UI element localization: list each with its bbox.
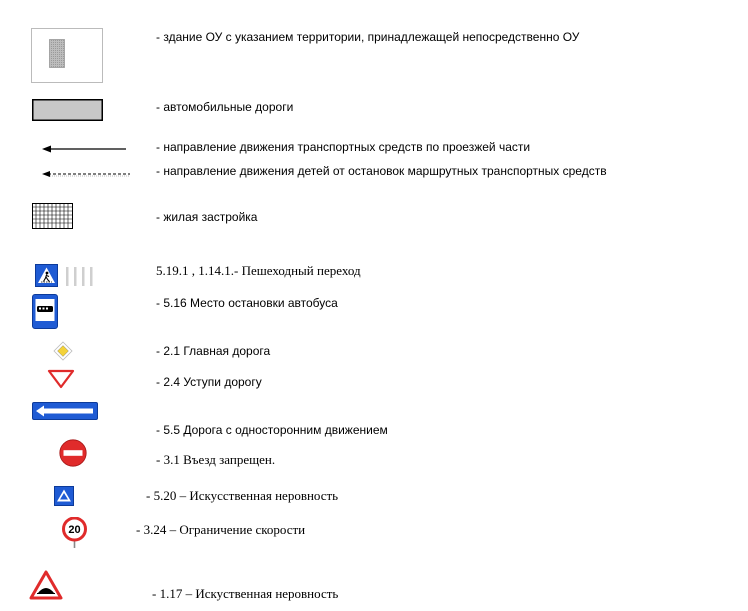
- legend-label-vehicle-direction: - направление движения транспортных средств по проезжей части: [156, 140, 531, 154]
- legend-label-road: - автомобильные дороги: [156, 100, 294, 114]
- no-entry-sign-icon: [59, 439, 87, 467]
- legend-label-speed-limit: - 3.24 – Ограничение скорости: [136, 522, 306, 537]
- legend-label-yield: - 2.4 Уступи дорогу: [156, 375, 262, 389]
- legend-label-speed-bump-warning: - 1.17 – Искуственная неровность: [152, 586, 339, 601]
- legend-label-no-entry: - 3.1 Въезд запрещен.: [156, 452, 276, 467]
- children-direction-arrow-icon: [40, 169, 132, 179]
- legend-label-pedestrian-crossing: 5.19.1 , 1.14.1.- Пешеходный переход: [156, 263, 361, 278]
- speed-limit-value: 20: [68, 524, 81, 536]
- legend-label-residential: - жилая застройка: [156, 210, 258, 224]
- road-icon: [32, 99, 103, 121]
- speed-bump-sign-icon: [54, 486, 74, 506]
- legend-label-main-road: - 2.1 Главная дорога: [156, 344, 271, 358]
- yield-sign-icon: [47, 369, 75, 389]
- legend-label-school: - здание ОУ с указанием территории, принадлежащей непосредственно ОУ: [156, 30, 580, 44]
- legend-label-one-way: - 5.5 Дорога с односторонним движением: [156, 423, 388, 437]
- main-road-sign-icon: [53, 341, 73, 361]
- legend-label-speed-bump: - 5.20 – Искусственная неровность: [146, 488, 339, 503]
- one-way-road-sign-icon: [32, 402, 98, 420]
- speed-bump-warning-sign-icon: [29, 570, 63, 600]
- vehicle-direction-arrow-icon: [40, 144, 128, 154]
- legend-label-bus-stop: - 5.16 Место остановки автобуса: [156, 296, 338, 310]
- residential-building-icon: [32, 203, 73, 229]
- pedestrian-crossing-sign-icon: [35, 264, 99, 288]
- speed-limit-sign-icon: [62, 517, 88, 549]
- bus-stop-sign-icon: [32, 294, 58, 329]
- school-building-icon: [31, 28, 103, 83]
- legend-label-children-direction: - направление движения детей от остановок маршрутных транспортных средств: [156, 164, 607, 178]
